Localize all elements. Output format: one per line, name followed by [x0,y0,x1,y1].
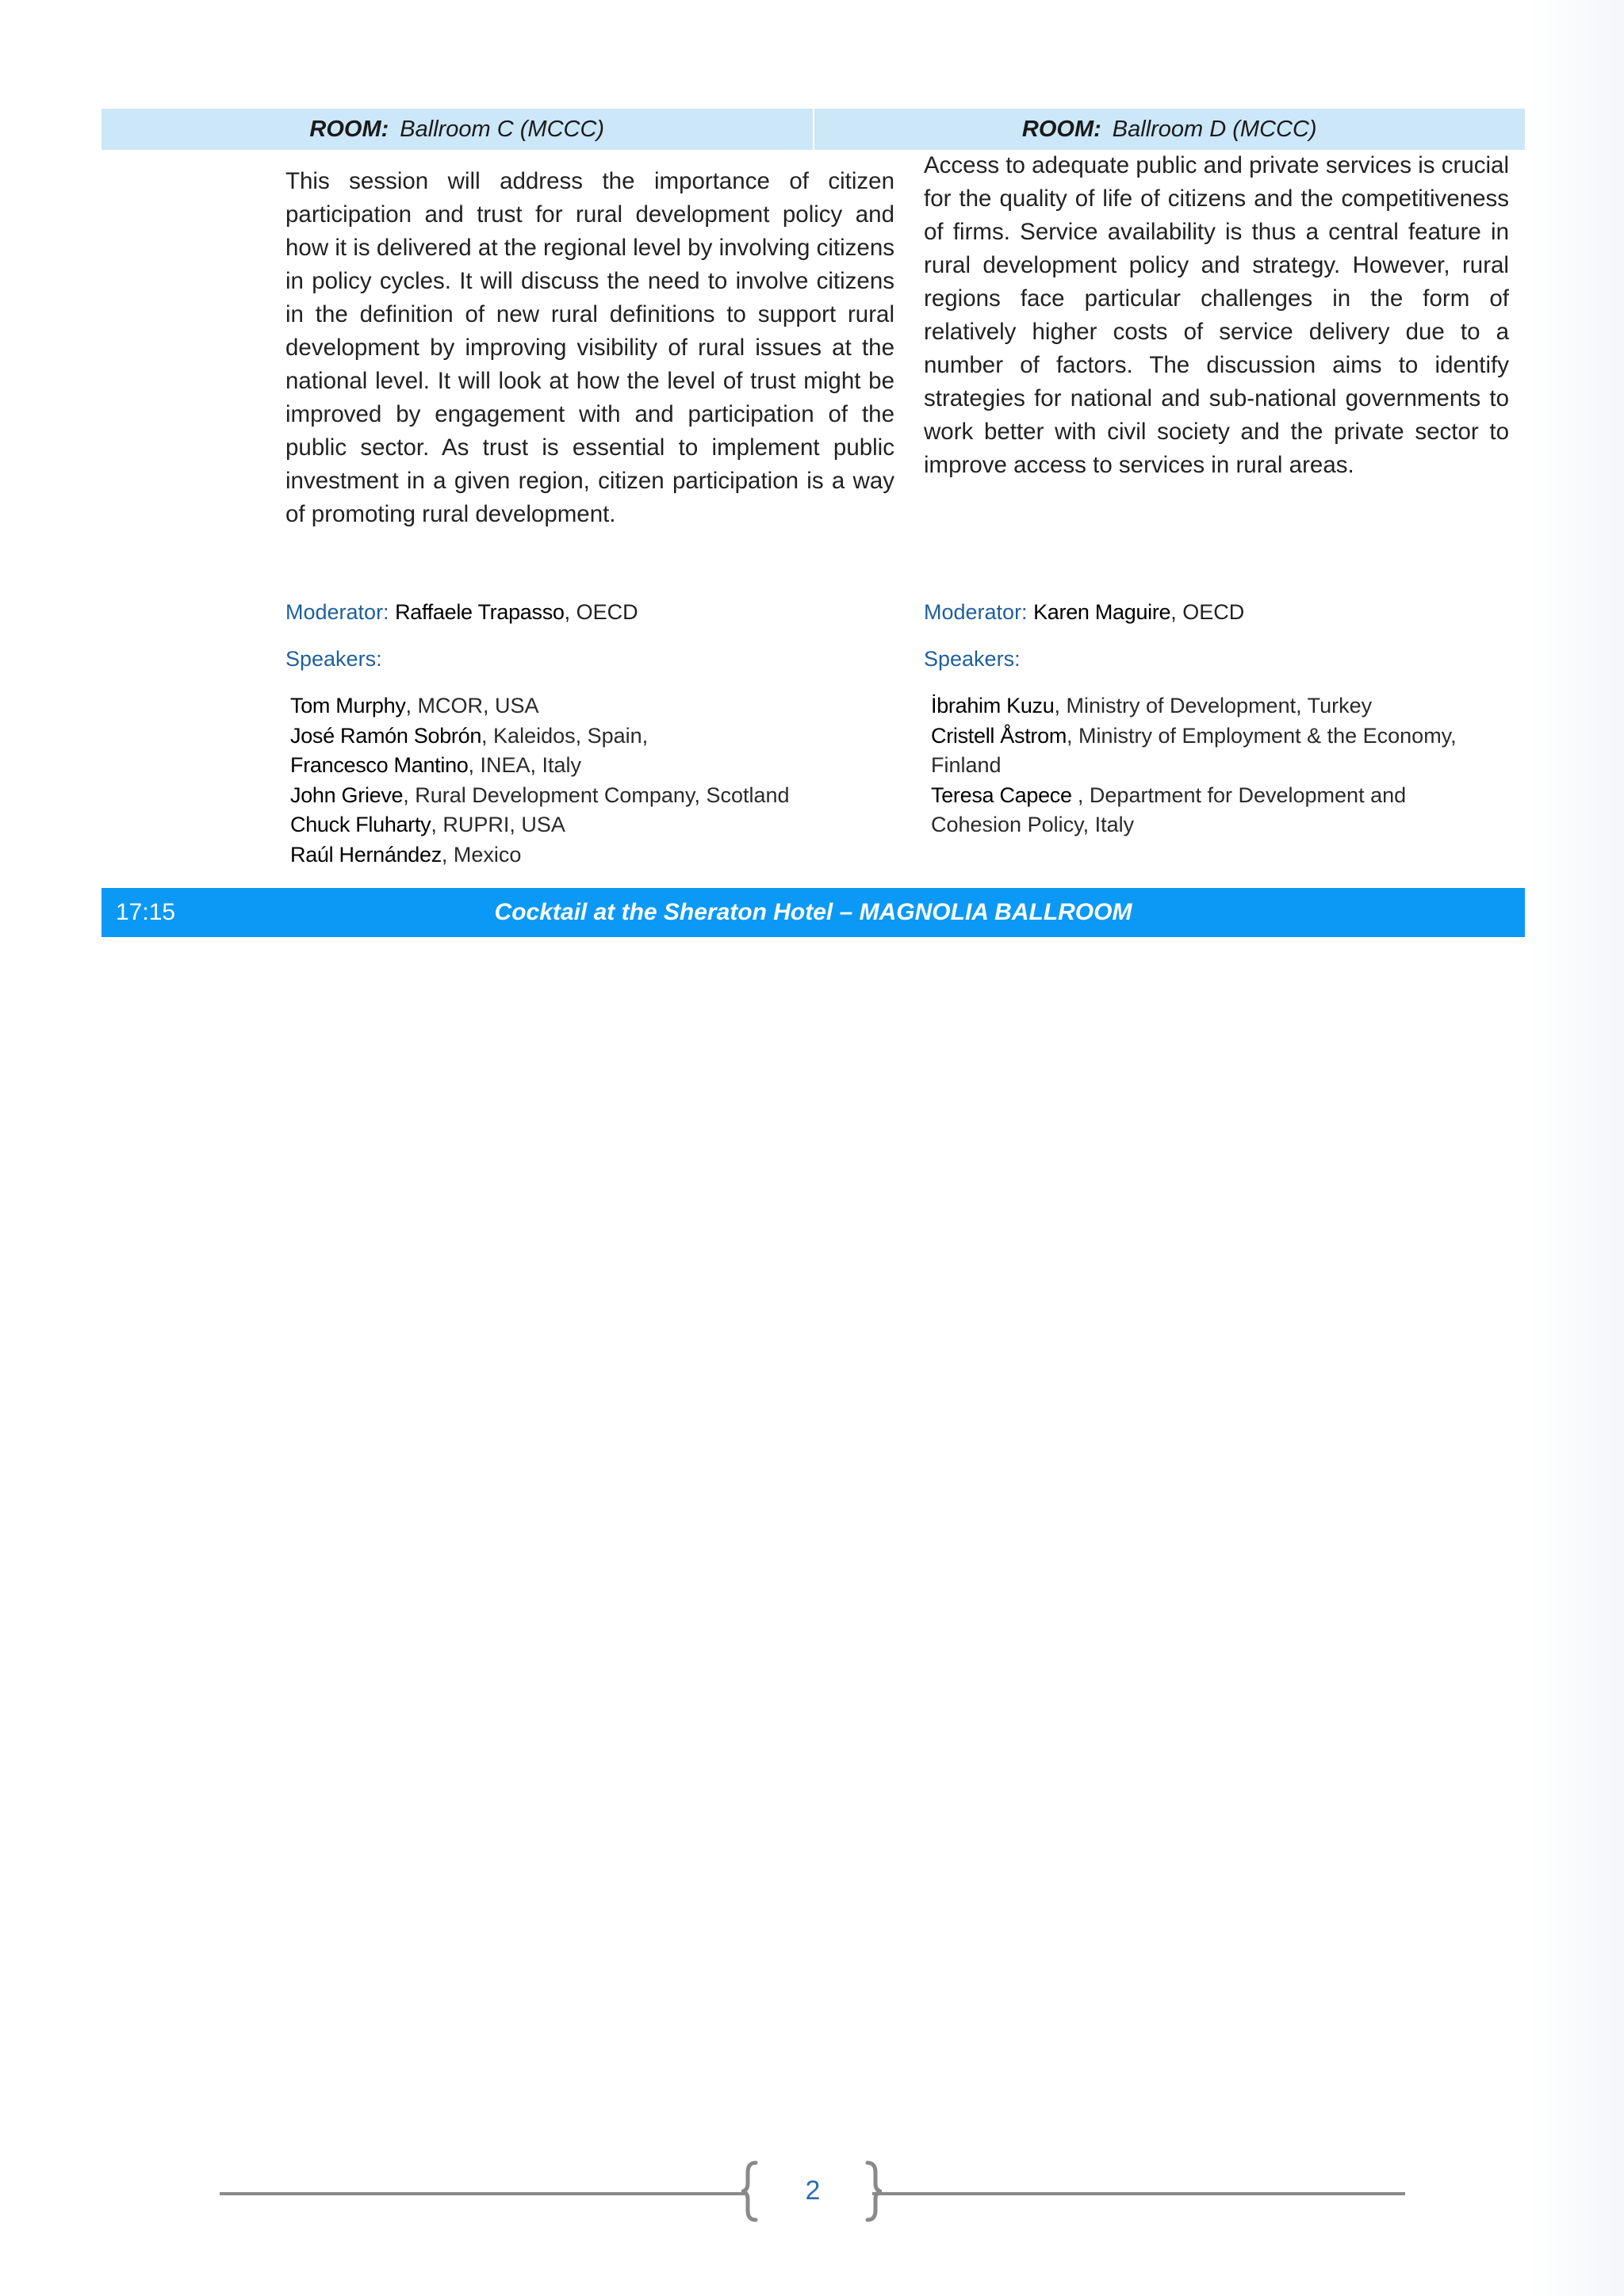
speakers-label-right: Speakers: [924,647,1021,671]
room-label: ROOM: [309,116,389,142]
session-right [924,149,1509,482]
page-edge-shade [1529,0,1624,2296]
moderator-affiliation: , OECD [1170,600,1245,624]
speaker-list-left [290,691,790,871]
moderator-name: Raffaele Trapasso [395,600,565,624]
cocktail-time: 17:15 [116,899,176,925]
speaker-name: José Ramón Sobrón [290,723,482,748]
speaker-item [290,810,790,840]
speaker-item [290,721,790,752]
speaker-item-continuation: Cohesion Policy, Italy [931,813,1135,837]
speaker-affiliation: , Ministry of Employment & the Economy, [1067,723,1457,748]
session-description: This session will address the importance of citizen participation and trust for rural development policy and how it is delivered at the regional level by involving citizens in policy cycles. It will discuss the need to involve citizens in the definition of new rural definitions to support rural development by improving visibility of rural issues at the national level. It will look at how the level of trust might be improved by engagement with and participation of the public sector. As trust is essential to implement public investment in a given region, citizen participation is a way of promoting rural development. [285,168,894,527]
speaker-affiliation: , MCOR, USA [405,694,539,718]
speaker-affiliation: , RUPRI, USA [431,813,565,837]
speaker-name: Raúl Hernández [290,842,442,867]
speaker-name: John Grieve [290,783,404,807]
speaker-item [931,781,1457,811]
speaker-name: Tom Murphy [290,694,406,718]
speaker-list-right [931,691,1457,840]
speaker-name: Teresa Capece [931,783,1078,807]
speaker-item [290,691,790,721]
moderator-line-left [285,600,638,625]
speaker-affiliation: , Rural Development Company, Scotland [403,783,790,807]
session-description: Access to adequate public and private services is crucial for the quality of life of citizens and the competitiveness of firms. Service availability is thus a central feature in rural development policy and strategy. However, rural regions face particular challenges in the form of relatively higher costs of service delivery due to a number of factors. The discussion aims to identify strategies for national and sub-national governments to work better with civil society and the private sector to improve access to services in rural areas. [924,152,1509,478]
moderator-line-right [924,600,1244,625]
speaker-affiliation: , Kaleidos, Spain, [481,723,649,748]
speaker-affiliation: , INEA, Italy [468,753,582,778]
speaker-item [290,781,790,811]
speaker-item-continuation: Finland [931,753,1002,778]
speaker-name: Cristell Åstrom [931,723,1067,748]
room-header-right [813,109,1526,150]
speaker-affiliation: , Ministry of Development, Turkey [1054,694,1373,718]
room-header-row [102,109,1525,150]
left-brace-icon [741,2160,760,2223]
footer-rule-right [872,2192,1405,2195]
speaker-name: Francesco Mantino [290,753,469,778]
page-number: 2 [805,2175,821,2206]
speaker-affiliation: , Department for Development and [1077,783,1407,807]
footer-rule-left [220,2192,745,2195]
room-label: ROOM: [1021,116,1101,142]
speaker-affiliation: , Mexico [441,842,522,867]
room-header-left [102,109,813,150]
speaker-item [290,751,790,781]
moderator-affiliation: , OECD [564,600,638,624]
room-name: Ballroom D (MCCC) [1112,116,1317,142]
session-left [285,165,894,531]
room-name: Ballroom C (MCCC) [400,116,605,142]
speaker-item [290,840,790,871]
speaker-name: Chuck Fluharty [290,813,431,837]
speakers-label-left: Speakers: [285,647,382,671]
moderator-label: Moderator: [285,600,389,624]
cocktail-title: Cocktail at the Sheraton Hotel – MAGNOLIA BALLROOM [494,899,1132,925]
right-brace-icon [863,2160,882,2223]
speaker-item [931,721,1457,752]
speaker-item [931,691,1457,721]
cocktail-banner [102,888,1525,937]
speaker-name: İbrahim Kuzu [931,694,1055,718]
moderator-label: Moderator: [924,600,1028,624]
moderator-name: Karen Maguire [1033,600,1171,624]
